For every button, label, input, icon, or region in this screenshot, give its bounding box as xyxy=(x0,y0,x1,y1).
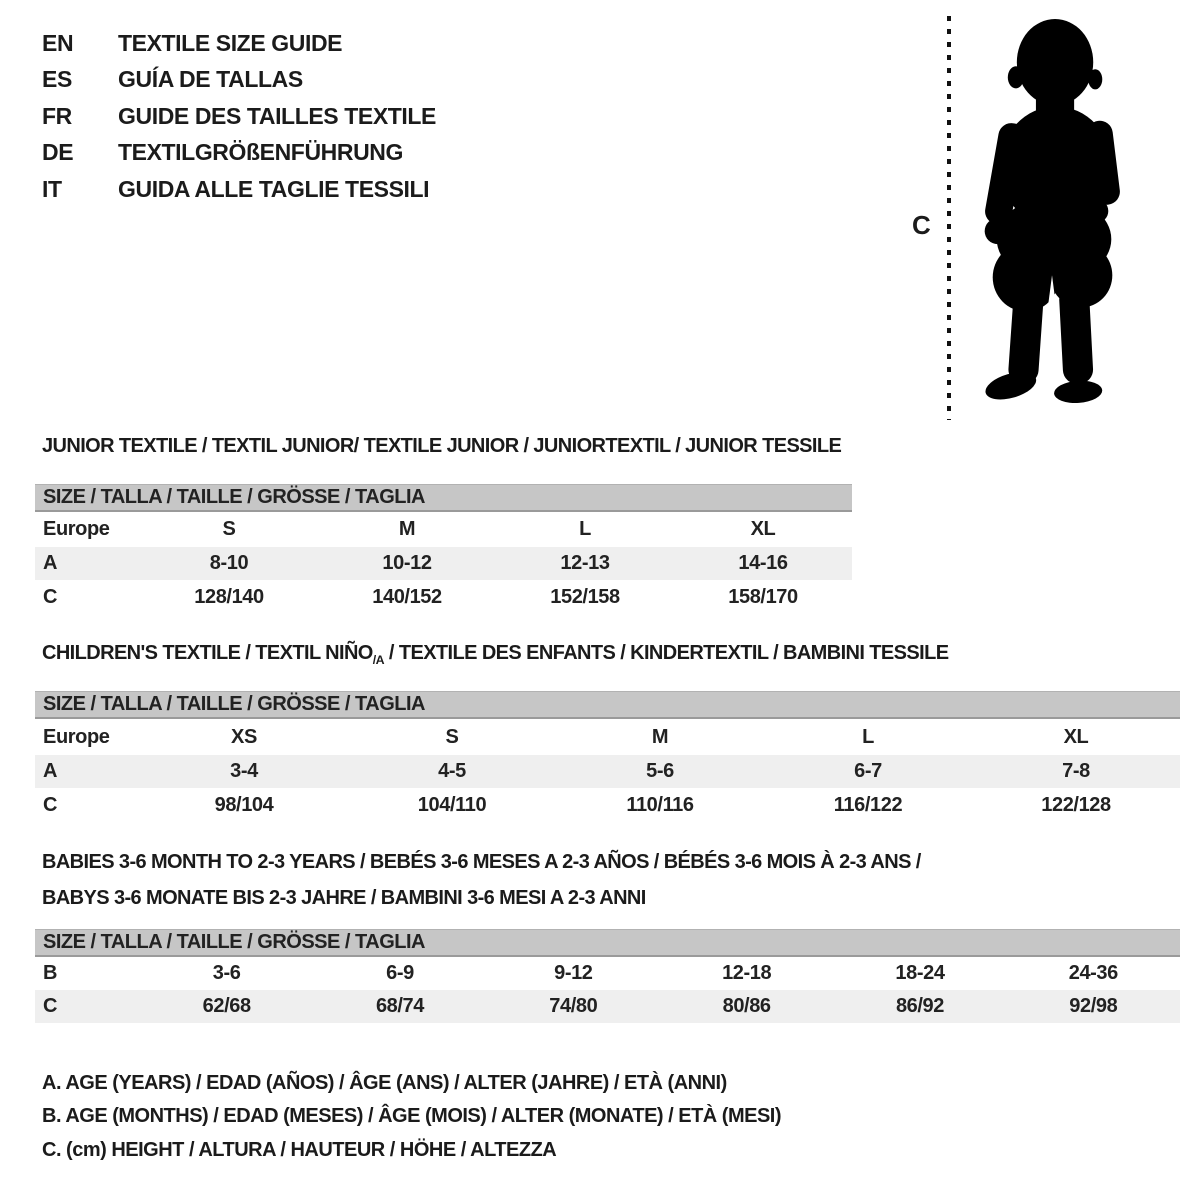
table-cell: 4-5 xyxy=(438,760,466,782)
height-measure-line xyxy=(944,16,954,420)
children-heading-suffix: / TEXTILE DES ENFANTS / KINDERTEXTIL / BAMBINI TESSILE xyxy=(383,642,949,664)
table-cell: L xyxy=(862,725,874,748)
children-row-c xyxy=(35,788,1180,822)
table-cell: XL xyxy=(750,518,776,540)
table-cell: 140/152 xyxy=(372,585,442,608)
table-cell: 18-24 xyxy=(895,962,945,984)
babies-size-table xyxy=(35,929,1180,1023)
children-size-table xyxy=(35,691,1180,822)
table-cell: 74/80 xyxy=(549,995,598,1017)
language-code: DE xyxy=(42,139,74,165)
children-heading-subscript: /A xyxy=(372,653,384,667)
table-cell: 3-4 xyxy=(230,760,258,782)
size-header-row xyxy=(35,691,1180,719)
legend-line-c: C. (cm) HEIGHT / ALTURA / HAUTEUR / HÖHE / ALTEZZA xyxy=(42,1139,557,1161)
row-label: Europe xyxy=(43,518,110,540)
table-cell: 9-12 xyxy=(554,962,593,984)
size-header-row xyxy=(35,484,852,512)
table-cell: 152/158 xyxy=(550,585,620,608)
table-cell: M xyxy=(398,518,416,540)
table-cell: 10-12 xyxy=(382,552,432,574)
babies-row-c xyxy=(35,990,1180,1023)
language-code: FR xyxy=(42,103,72,129)
toddler-silhouette-image xyxy=(963,14,1135,418)
table-cell: S xyxy=(445,725,459,748)
table-cell: 104/110 xyxy=(417,793,487,816)
language-code: IT xyxy=(42,176,62,202)
table-cell: 92/98 xyxy=(1069,995,1118,1017)
size-header-row xyxy=(35,929,1180,957)
junior-row-c xyxy=(35,580,852,614)
language-title: GUÍA DE TALLAS xyxy=(118,66,303,92)
table-cell: 86/92 xyxy=(895,995,944,1017)
height-measure-label: C xyxy=(912,210,931,240)
junior-row-europe xyxy=(35,512,852,547)
row-label: C xyxy=(43,793,58,816)
table-cell: M xyxy=(651,725,669,748)
children-section-heading xyxy=(42,642,948,667)
table-cell: 6-7 xyxy=(854,760,882,782)
table-cell: 116/122 xyxy=(833,793,903,816)
language-code: EN xyxy=(42,30,74,56)
language-row-de xyxy=(42,139,403,166)
table-cell: 14-16 xyxy=(738,552,788,574)
size-header-text: SIZE / TALLA / TAILLE / GRÖSSE / TAGLIA xyxy=(43,931,425,953)
language-row-es xyxy=(42,66,303,93)
babies-section-heading-line2: BABYS 3-6 MONATE BIS 2-3 JAHRE / BAMBINI 3-6 MESI A 2-3 ANNI xyxy=(42,887,646,909)
table-cell: 7-8 xyxy=(1062,760,1090,782)
table-cell: 62/68 xyxy=(202,995,251,1017)
table-cell: 5-6 xyxy=(646,760,674,782)
children-row-europe xyxy=(35,719,1180,755)
row-label: A xyxy=(43,552,58,574)
table-cell: 98/104 xyxy=(214,793,274,816)
junior-size-table xyxy=(35,484,852,614)
language-title: TEXTILE SIZE GUIDE xyxy=(118,30,343,56)
table-cell: 12-18 xyxy=(722,962,772,984)
legend-line-a: A. AGE (YEARS) / EDAD (AÑOS) / ÂGE (ANS) / ALTER (JAHRE) / ETÀ (ANNI) xyxy=(42,1072,727,1094)
language-title: GUIDA ALLE TAGLIE TESSILI xyxy=(118,176,430,202)
language-title: TEXTILGRÖßENFÜHRUNG xyxy=(118,139,403,165)
size-header-text: SIZE / TALLA / TAILLE / GRÖSSE / TAGLIA xyxy=(43,693,425,715)
children-heading-prefix: CHILDREN'S TEXTILE / TEXTIL NIÑO xyxy=(42,642,373,664)
table-cell: 12-13 xyxy=(560,552,610,574)
row-label: B xyxy=(43,962,58,984)
row-label: C xyxy=(43,585,58,608)
table-cell: XS xyxy=(231,725,257,748)
junior-section-heading: JUNIOR TEXTILE / TEXTIL JUNIOR/ TEXTILE JUNIOR / JUNIORTEXTIL / JUNIOR TESSILE xyxy=(42,435,842,457)
row-label: Europe xyxy=(43,725,110,748)
table-cell: 3-6 xyxy=(212,962,241,984)
table-cell: 110/116 xyxy=(626,793,694,816)
junior-row-a xyxy=(35,547,852,580)
row-label: C xyxy=(43,995,58,1017)
language-title: GUIDE DES TAILLES TEXTILE xyxy=(118,103,436,129)
babies-row-b xyxy=(35,957,1180,990)
table-cell: 80/86 xyxy=(722,995,771,1017)
table-cell: 158/170 xyxy=(728,585,798,608)
language-row-fr xyxy=(42,103,436,130)
language-row-it xyxy=(42,176,429,203)
table-cell: 122/128 xyxy=(1041,793,1111,816)
language-row-en xyxy=(42,30,342,57)
language-code: ES xyxy=(42,66,72,92)
table-cell: 68/74 xyxy=(375,995,425,1017)
table-cell: 8-10 xyxy=(209,552,249,574)
babies-section-heading-line1: BABIES 3-6 MONTH TO 2-3 YEARS / BEBÉS 3-6 MESES A 2-3 AÑOS / BÉBÉS 3-6 MOIS À 2-3 ANS / xyxy=(42,851,921,873)
children-row-a xyxy=(35,755,1180,788)
table-cell: S xyxy=(222,518,236,540)
table-cell: 128/140 xyxy=(194,585,264,608)
row-label: A xyxy=(43,760,58,782)
table-cell: XL xyxy=(1063,725,1089,748)
size-header-text: SIZE / TALLA / TAILLE / GRÖSSE / TAGLIA xyxy=(43,486,425,508)
table-cell: L xyxy=(579,518,591,540)
legend-line-b: B. AGE (MONTHS) / EDAD (MESES) / ÂGE (MOIS) / ALTER (MONATE) / ETÀ (MESI) xyxy=(42,1105,782,1127)
table-cell: 24-36 xyxy=(1068,962,1118,984)
table-cell: 6-9 xyxy=(386,962,414,984)
